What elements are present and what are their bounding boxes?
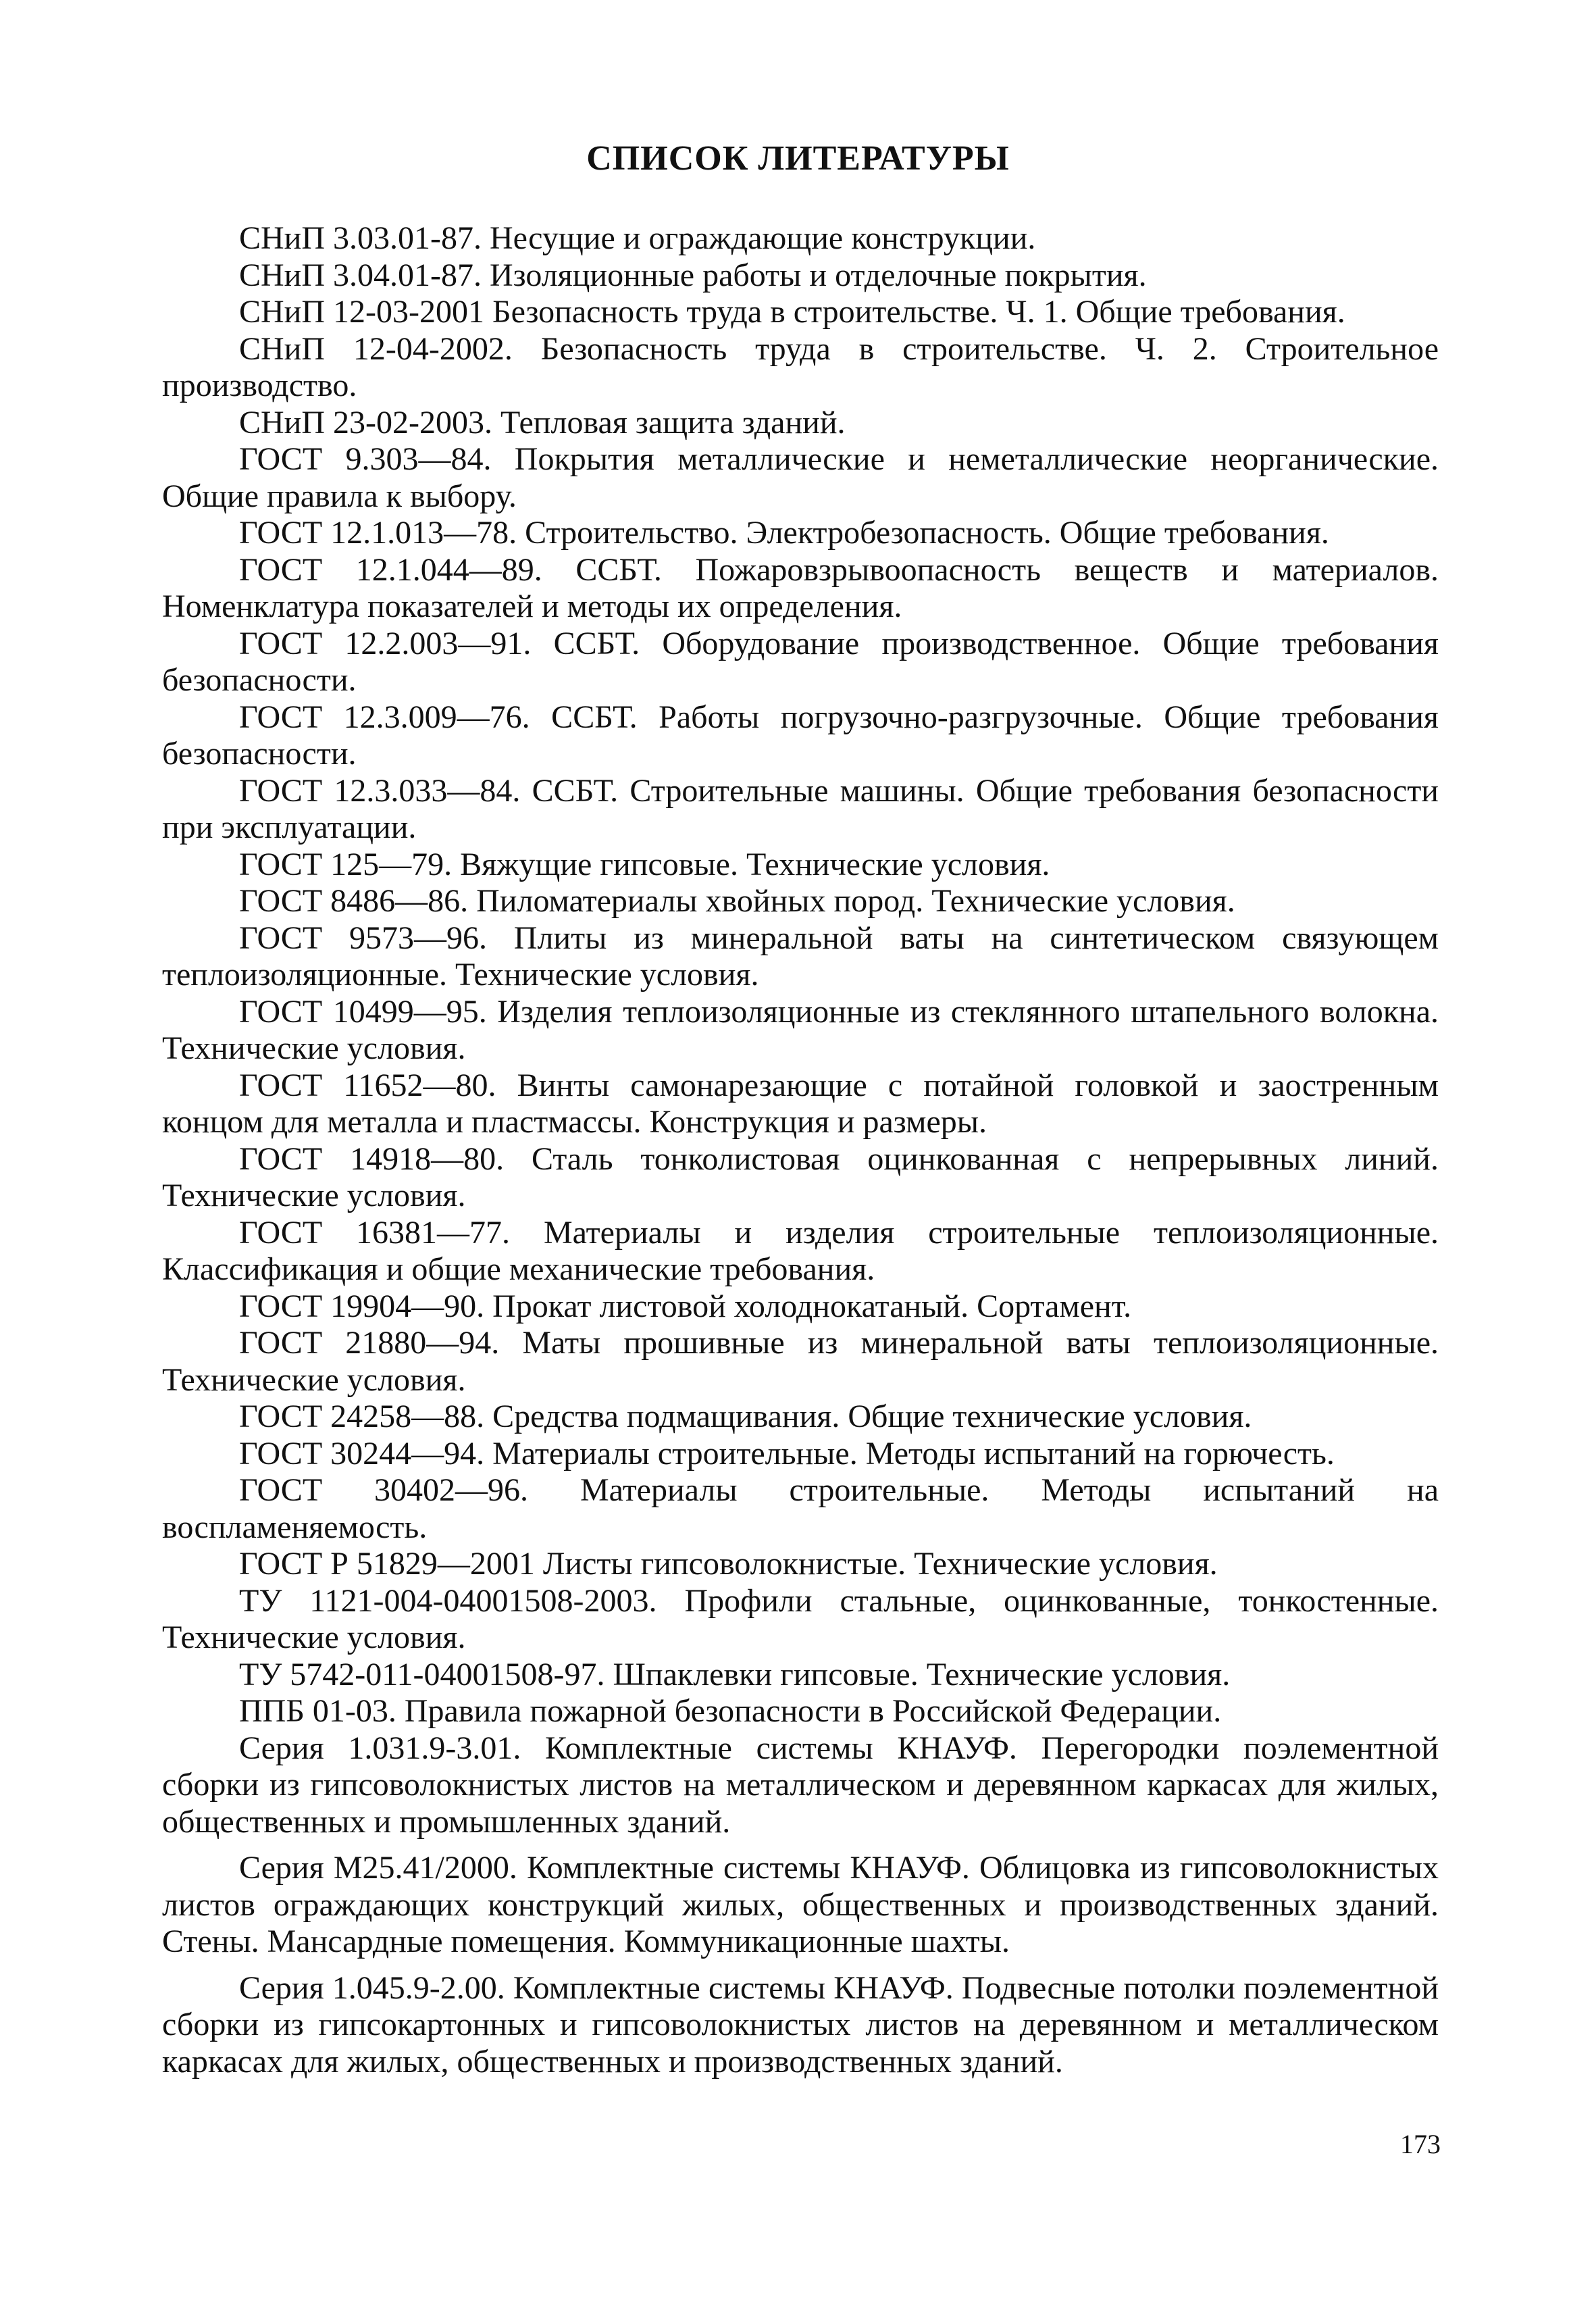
reference-item: Серия М25.41/2000. Комплектные системы КНАУФ. Облицовка из гипсоволокнистых листов ограждающих конструкций жилых, общественных и производственных зданий. Стены. Мансардные помещения. Коммуникационные шахты.: [162, 1850, 1439, 1959]
reference-item: ГОСТ 24258—88. Средства подмащивания. Общие технические условия.: [239, 1399, 1252, 1434]
reference-item: ГОСТ 8486—86. Пиломатериалы хвойных пород. Технические условия.: [239, 883, 1235, 919]
reference-item: ГОСТ 9.303—84. Покрытия металлические и неметаллические неорганические. Общие правила к выбору.: [162, 441, 1439, 514]
page-title: СПИСОК ЛИТЕРАТУРЫ: [586, 139, 1010, 178]
reference-item: ППБ 01-03. Правила пожарной безопасности в Российской Федерации.: [239, 1693, 1222, 1729]
reference-item: ТУ 5742-011-04001508-97. Шпаклевки гипсовые. Технические условия.: [239, 1656, 1231, 1692]
reference-item: ГОСТ Р 51829—2001 Листы гипсоволокнистые. Технические условия.: [239, 1546, 1218, 1582]
reference-item: Серия 1.031.9-3.01. Комплектные системы КНАУФ. Перегородки поэлементной сборки из гипсоволокнистых листов на металлическом и деревянном каркасах для жилых, общественных и промышленных зданий.: [162, 1730, 1439, 1840]
reference-item: ГОСТ 10499—95. Изделия теплоизоляционные из стеклянного штапельного волокна. Технические условия.: [162, 993, 1439, 1066]
reference-item: ГОСТ 125—79. Вяжущие гипсовые. Технические условия.: [239, 846, 1050, 882]
reference-item: ГОСТ 12.1.044—89. ССБТ. Пожаровзрывоопасность веществ и материалов. Номенклатура показателей и методы их определения.: [162, 551, 1439, 624]
reference-item: СНиП 3.04.01-87. Изоляционные работы и отделочные покрытия.: [239, 257, 1147, 293]
reference-list: [162, 220, 1439, 2080]
reference-item: ГОСТ 11652—80. Винты самонарезающие с потайной головкой и заостренным концом для металла и пластмассы. Конструкция и размеры.: [162, 1067, 1439, 1140]
reference-item: ГОСТ 30402—96. Материалы строительные. Методы испытаний на воспламеняемость.: [162, 1472, 1439, 1545]
reference-item: ГОСТ 9573—96. Плиты из минеральной ваты на синтетическом связующем теплоизоляционные. Технические условия.: [162, 920, 1439, 992]
reference-item: СНиП 23-02-2003. Тепловая защита зданий.: [239, 404, 846, 441]
reference-item: ГОСТ 14918—80. Сталь тонколистовая оцинкованная с непрерывных линий. Технические условия.: [162, 1140, 1439, 1213]
reference-item: ГОСТ 30244—94. Материалы строительные. Методы испытаний на горючесть.: [239, 1435, 1335, 1472]
reference-item: СНиП 12-04-2002. Безопасность труда в строительстве. Ч. 2. Строительное производство.: [162, 330, 1439, 403]
reference-item: ГОСТ 16381—77. Материалы и изделия строительные теплоизоляционные. Классификация и общие механические требования.: [162, 1214, 1439, 1287]
reference-item: СНиП 12-03-2001 Безопасность труда в строительстве. Ч. 1. Общие требования.: [239, 294, 1345, 330]
reference-item: Серия 1.045.9-2.00. Комплектные системы КНАУФ. Подвесные потолки поэлементной сборки из гипсокартонных и гипсоволокнистых листов на деревянном и металлическом каркасах для жилых, общественных и производственных зданий.: [162, 1969, 1439, 2080]
reference-item: ТУ 1121-004-04001508-2003. Профили стальные, оцинкованные, тонкостенные. Технические условия.: [162, 1582, 1439, 1655]
reference-item: ГОСТ 12.1.013—78. Строительство. Электробезопасность. Общие требования.: [239, 515, 1329, 551]
reference-item: ГОСТ 12.3.009—76. ССБТ. Работы погрузочно-разгрузочные. Общие требования безопасности.: [162, 699, 1439, 772]
reference-item: ГОСТ 12.2.003—91. ССБТ. Оборудование производственное. Общие требования безопасности.: [162, 625, 1439, 698]
reference-item: ГОСТ 12.3.033—84. ССБТ. Строительные машины. Общие требования безопасности при эксплуатации.: [162, 772, 1439, 845]
reference-item: ГОСТ 19904—90. Прокат листовой холоднокатаный. Сортамент.: [239, 1288, 1132, 1324]
reference-item: СНиП 3.03.01-87. Несущие и ограждающие конструкции.: [239, 220, 1036, 256]
reference-item: ГОСТ 21880—94. Маты прошивные из минеральной ваты теплоизоляционные. Технические условия.: [162, 1325, 1439, 1398]
page-number: 173: [1400, 2129, 1441, 2159]
